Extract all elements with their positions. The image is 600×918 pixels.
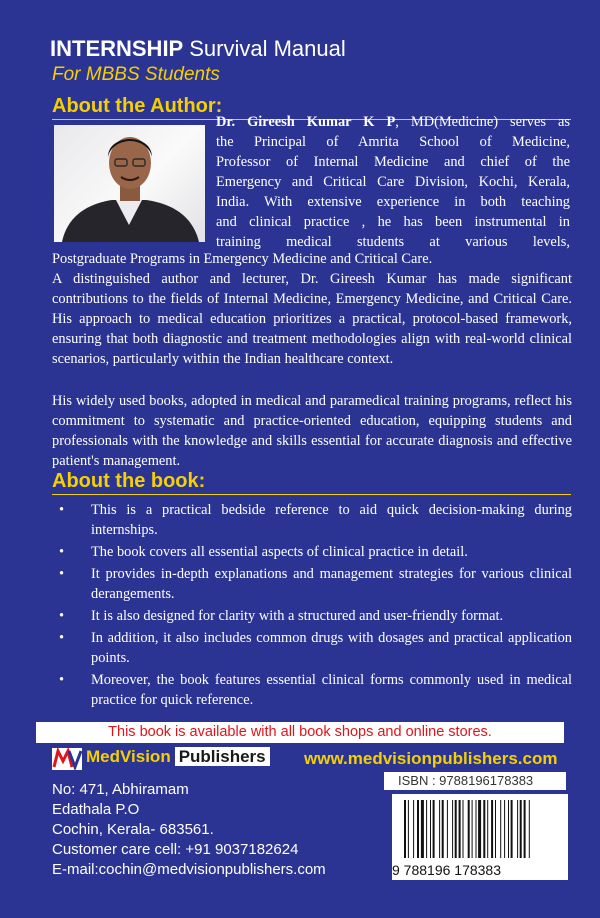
list-item [52,542,572,562]
list-item-text: It provides in-depth explanations and management strategies for various clinical derangements. [91,566,572,602]
publisher-name-part1: MedVision [86,747,171,766]
barcode-bar [447,800,448,858]
list-item [52,606,572,626]
author-photo [54,125,205,242]
bio-line-5: India. With extensive experience in both teaching [216,194,570,210]
barcode-bar [511,800,513,858]
barcode-bar [442,800,444,858]
author-portrait-icon [54,125,205,242]
book-points-list [52,500,572,712]
author-paragraph-3: His widely used books, adopted in medical and paramedical training programs, reflect his commitment to systematic and practice-oriented education, equipping students and professionals with the knowledge and skills essential for accurate diagnosis and effective patient's management. [52,393,572,469]
email-line: E-mail:cochin@medvisionpublishers.com [52,861,326,878]
book-title [50,36,346,62]
book-subtitle: For MBBS Students [52,64,220,85]
barcode-bar [413,800,414,858]
bio-line-4: Emergency and Critical Care Division, Kochi, Kerala, [216,174,570,190]
barcode-bar [483,800,485,858]
bullet-icon: • [59,672,65,688]
bullet-icon: • [59,544,65,560]
title-rest: Survival Manual [189,36,346,61]
barcode-bar [417,800,419,858]
bullet-icon: • [59,608,65,624]
barcode-bar [517,800,518,858]
bio-last-line: Postgraduate Programs in Emergency Medicine and Critical Care. [52,251,433,267]
list-item-text: This is a practical bedside reference to aid quick decision-making during internships. [91,502,572,538]
barcode-bar [455,800,457,858]
bio-line-1-text: , MD(Medicine) serves as [395,114,570,130]
list-item [52,500,572,540]
barcode-bar [520,800,522,858]
barcode-bar [404,800,406,858]
barcode-bar [433,800,435,858]
about-book-heading: About the book: [52,470,206,492]
publisher-name-part2: Publishers [175,747,270,766]
title-bold: INTERNSHIP [50,36,184,61]
author-name: Dr. Gireesh Kumar K P [216,114,396,130]
bio-line-7: training medical students at various levels, [216,234,570,250]
barcode-bar [468,800,470,858]
bio-line-6: and clinical practice , he has been instrumental in [216,214,570,230]
barcode-bar [524,800,526,858]
bullet-icon: • [59,566,65,582]
barcode-bar [452,800,453,858]
list-item-text: Moreover, the book features essential clinical forms commonly used in medical practice for quick reference. [91,672,572,708]
barcode-bar [459,800,461,858]
publisher-website: www.medvisionpublishers.com [304,749,558,768]
bio-line-1 [216,112,570,132]
barcode-bar [426,800,427,858]
barcode-bar [463,800,464,858]
list-item-text: It is also designed for clarity with a structured and user-friendly format. [91,608,504,624]
bio-line-3: Professor of Internal Medicine and chief of the [216,154,570,170]
address-line: No: 471, Abhiramam [52,781,189,798]
customer-care-line: Customer care cell: +91 9037182624 [52,841,299,858]
barcode-bar [478,800,481,858]
barcode-bar [408,800,409,858]
barcode-bar [529,800,530,858]
barcode-bar [495,800,496,858]
about-author-heading: About the Author: [52,95,223,117]
barcode-bar [508,800,509,858]
bullet-icon: • [59,502,65,518]
list-item-text: The book covers all essential aspects of clinical practice in detail. [91,544,468,560]
barcode-bar [421,800,424,858]
availability-banner: This book is available with all book shops and online stores. [36,722,564,743]
book-heading-rule [52,494,571,495]
address-line: Cochin, Kerala- 683561. [52,821,214,838]
barcode-bar [500,800,501,858]
barcode-icon [392,794,568,860]
isbn-label: ISBN : 9788196178383 [384,772,566,790]
barcode-bar [472,800,473,858]
list-item [52,628,572,668]
barcode-digits: 9 788196 178383 [392,862,501,878]
barcode-bar [504,800,505,858]
barcode-bar [491,800,493,858]
barcode-bar [487,800,488,858]
list-item [52,564,572,604]
barcode-bar [476,800,477,858]
barcode-bar [430,800,431,858]
medvision-logo-icon [52,748,82,770]
list-item [52,670,572,710]
list-item-text: In addition, it also includes common drugs with dosages and practical application points. [91,630,572,666]
publisher-name [86,747,270,767]
author-paragraph-2: A distinguished author and lecturer, Dr. Gireesh Kumar has made significant contributions to the fields of Internal Medicine, Emergency Medicine, and Critical Care. His approach to medical education prioritizes a practical, protocol-based framework, ensuring that both diagnostic and treatment methodologies align with real-world clinical scenarios, particularly within the Indian healthcare context. [52,271,572,367]
publisher-address [52,780,326,880]
barcode-bar [439,800,440,858]
bio-line-2: the Principal of Amrita School of Medicine, [216,134,570,150]
bullet-icon: • [59,630,65,646]
address-line: Edathala P.O [52,801,140,818]
